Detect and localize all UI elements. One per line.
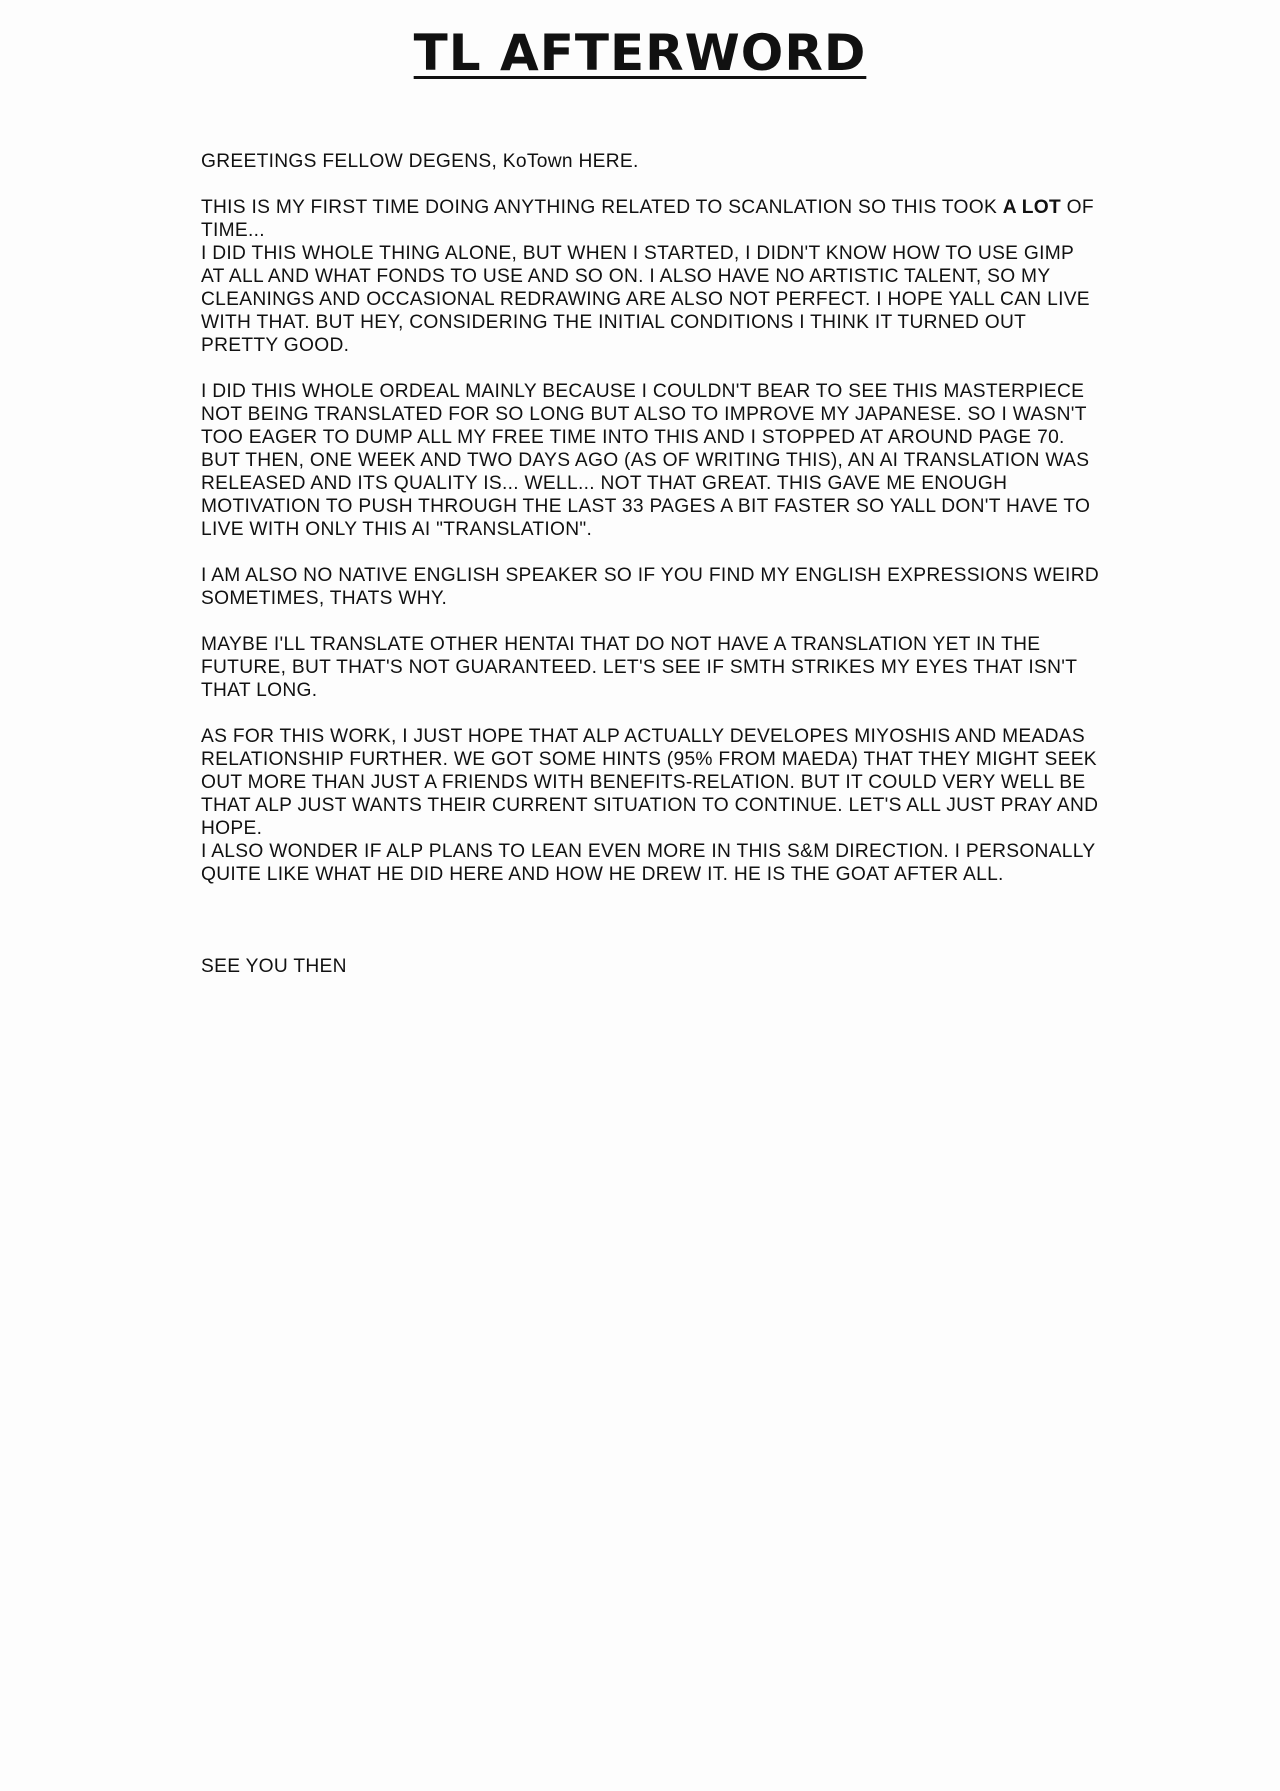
first-time-text-before: THIS IS MY FIRST TIME DOING ANYTHING RELATED TO SCANLATION SO THIS TOOK: [201, 197, 1003, 218]
paragraph-this-work: AS FOR THIS WORK, I JUST HOPE THAT ALP ACTUALLY DEVELOPES MIYOSHIS AND MEADAS RELATIONSHIP FURTHER. WE GOT SOME HINTS (95% FROM MAEDA) THAT THEY MIGHT SEEK OUT MORE THAN JUST A FRIENDS WITH BENEFITS-RELATION. BUT IT COULD VERY WELL BE THAT ALP JUST WANTS THEIR CURRENT SITUATION TO CONTINUE. LET'S ALL JUST PRAY AND HOPE.: [201, 726, 1099, 839]
paragraph-ordeal: I DID THIS WHOLE ORDEAL MAINLY BECAUSE I COULDN'T BEAR TO SEE THIS MASTERPIECE NOT BEING TRANSLATED FOR SO LONG BUT ALSO TO IMPROVE MY JAPANESE. SO I WASN'T TOO EAGER TO DUMP ALL MY FREE TIME INTO THIS AND I STOPPED AT AROUND PAGE 70. BUT THEN, ONE WEEK AND TWO DAYS AGO (AS OF WRITING THIS), AN AI TRANSLATION WAS RELEASED AND ITS QUALITY IS... WELL... NOT THAT GREAT. THIS GAVE ME ENOUGH MOTIVATION TO PUSH THROUGH THE LAST 33 PAGES A BIT FASTER SO YALL DON'T HAVE TO LIVE WITH ONLY THIS AI "TRANSLATION".: [201, 381, 1091, 540]
paragraph-first-time: [201, 196, 1101, 242]
spacer: [201, 173, 1101, 196]
spacer: [201, 541, 1101, 564]
greeting-text-before: GREETINGS FELLOW DEGENS,: [201, 151, 503, 172]
paragraph-did-alone: I DID THIS WHOLE THING ALONE, BUT WHEN I STARTED, I DIDN'T KNOW HOW TO USE GIMP AT ALL AND WHAT FONDS TO USE AND SO ON. I ALSO HAVE NO ARTISTIC TALENT, SO MY CLEANINGS AND OCCASIONAL REDRAWING ARE ALSO NOT PERFECT. I HOPE YALL CAN LIVE WITH THAT. BUT HEY, CONSIDERING THE INITIAL CONDITIONS I THINK IT TURNED OUT PRETTY GOOD.: [201, 243, 1090, 356]
page-title: [0, 24, 1280, 82]
spacer: [201, 357, 1101, 380]
spacer: [201, 886, 1101, 955]
greeting-text-after: HERE.: [572, 151, 639, 172]
afterword-body: [201, 150, 1101, 978]
spacer: [201, 610, 1101, 633]
first-time-emphasis: A LOT: [1002, 197, 1062, 218]
page-title-text: TL AFTERWORD: [413, 24, 867, 82]
first-time-text-after: OF TIME...: [201, 197, 1094, 241]
paragraph-future: MAYBE I'LL TRANSLATE OTHER HENTAI THAT DO NOT HAVE A TRANSLATION YET IN THE FUTURE, BUT THAT'S NOT GUARANTEED. LET'S SEE IF SMTH STRIKES MY EYES THAT ISN'T THAT LONG.: [201, 634, 1077, 701]
signoff: SEE YOU THEN: [201, 956, 347, 977]
greeting-paragraph: [201, 150, 1101, 173]
paragraph-english: I AM ALSO NO NATIVE ENGLISH SPEAKER SO IF YOU FIND MY ENGLISH EXPRESSIONS WEIRD SOMETIMES, THATS WHY.: [201, 565, 1100, 609]
translator-name: KoTown: [502, 151, 573, 172]
spacer: [201, 702, 1101, 725]
paragraph-sm-direction: I ALSO WONDER IF ALP PLANS TO LEAN EVEN MORE IN THIS S&M DIRECTION. I PERSONALLY QUITE LIKE WHAT HE DID HERE AND HOW HE DREW IT. HE IS THE GOAT AFTER ALL.: [201, 841, 1096, 885]
